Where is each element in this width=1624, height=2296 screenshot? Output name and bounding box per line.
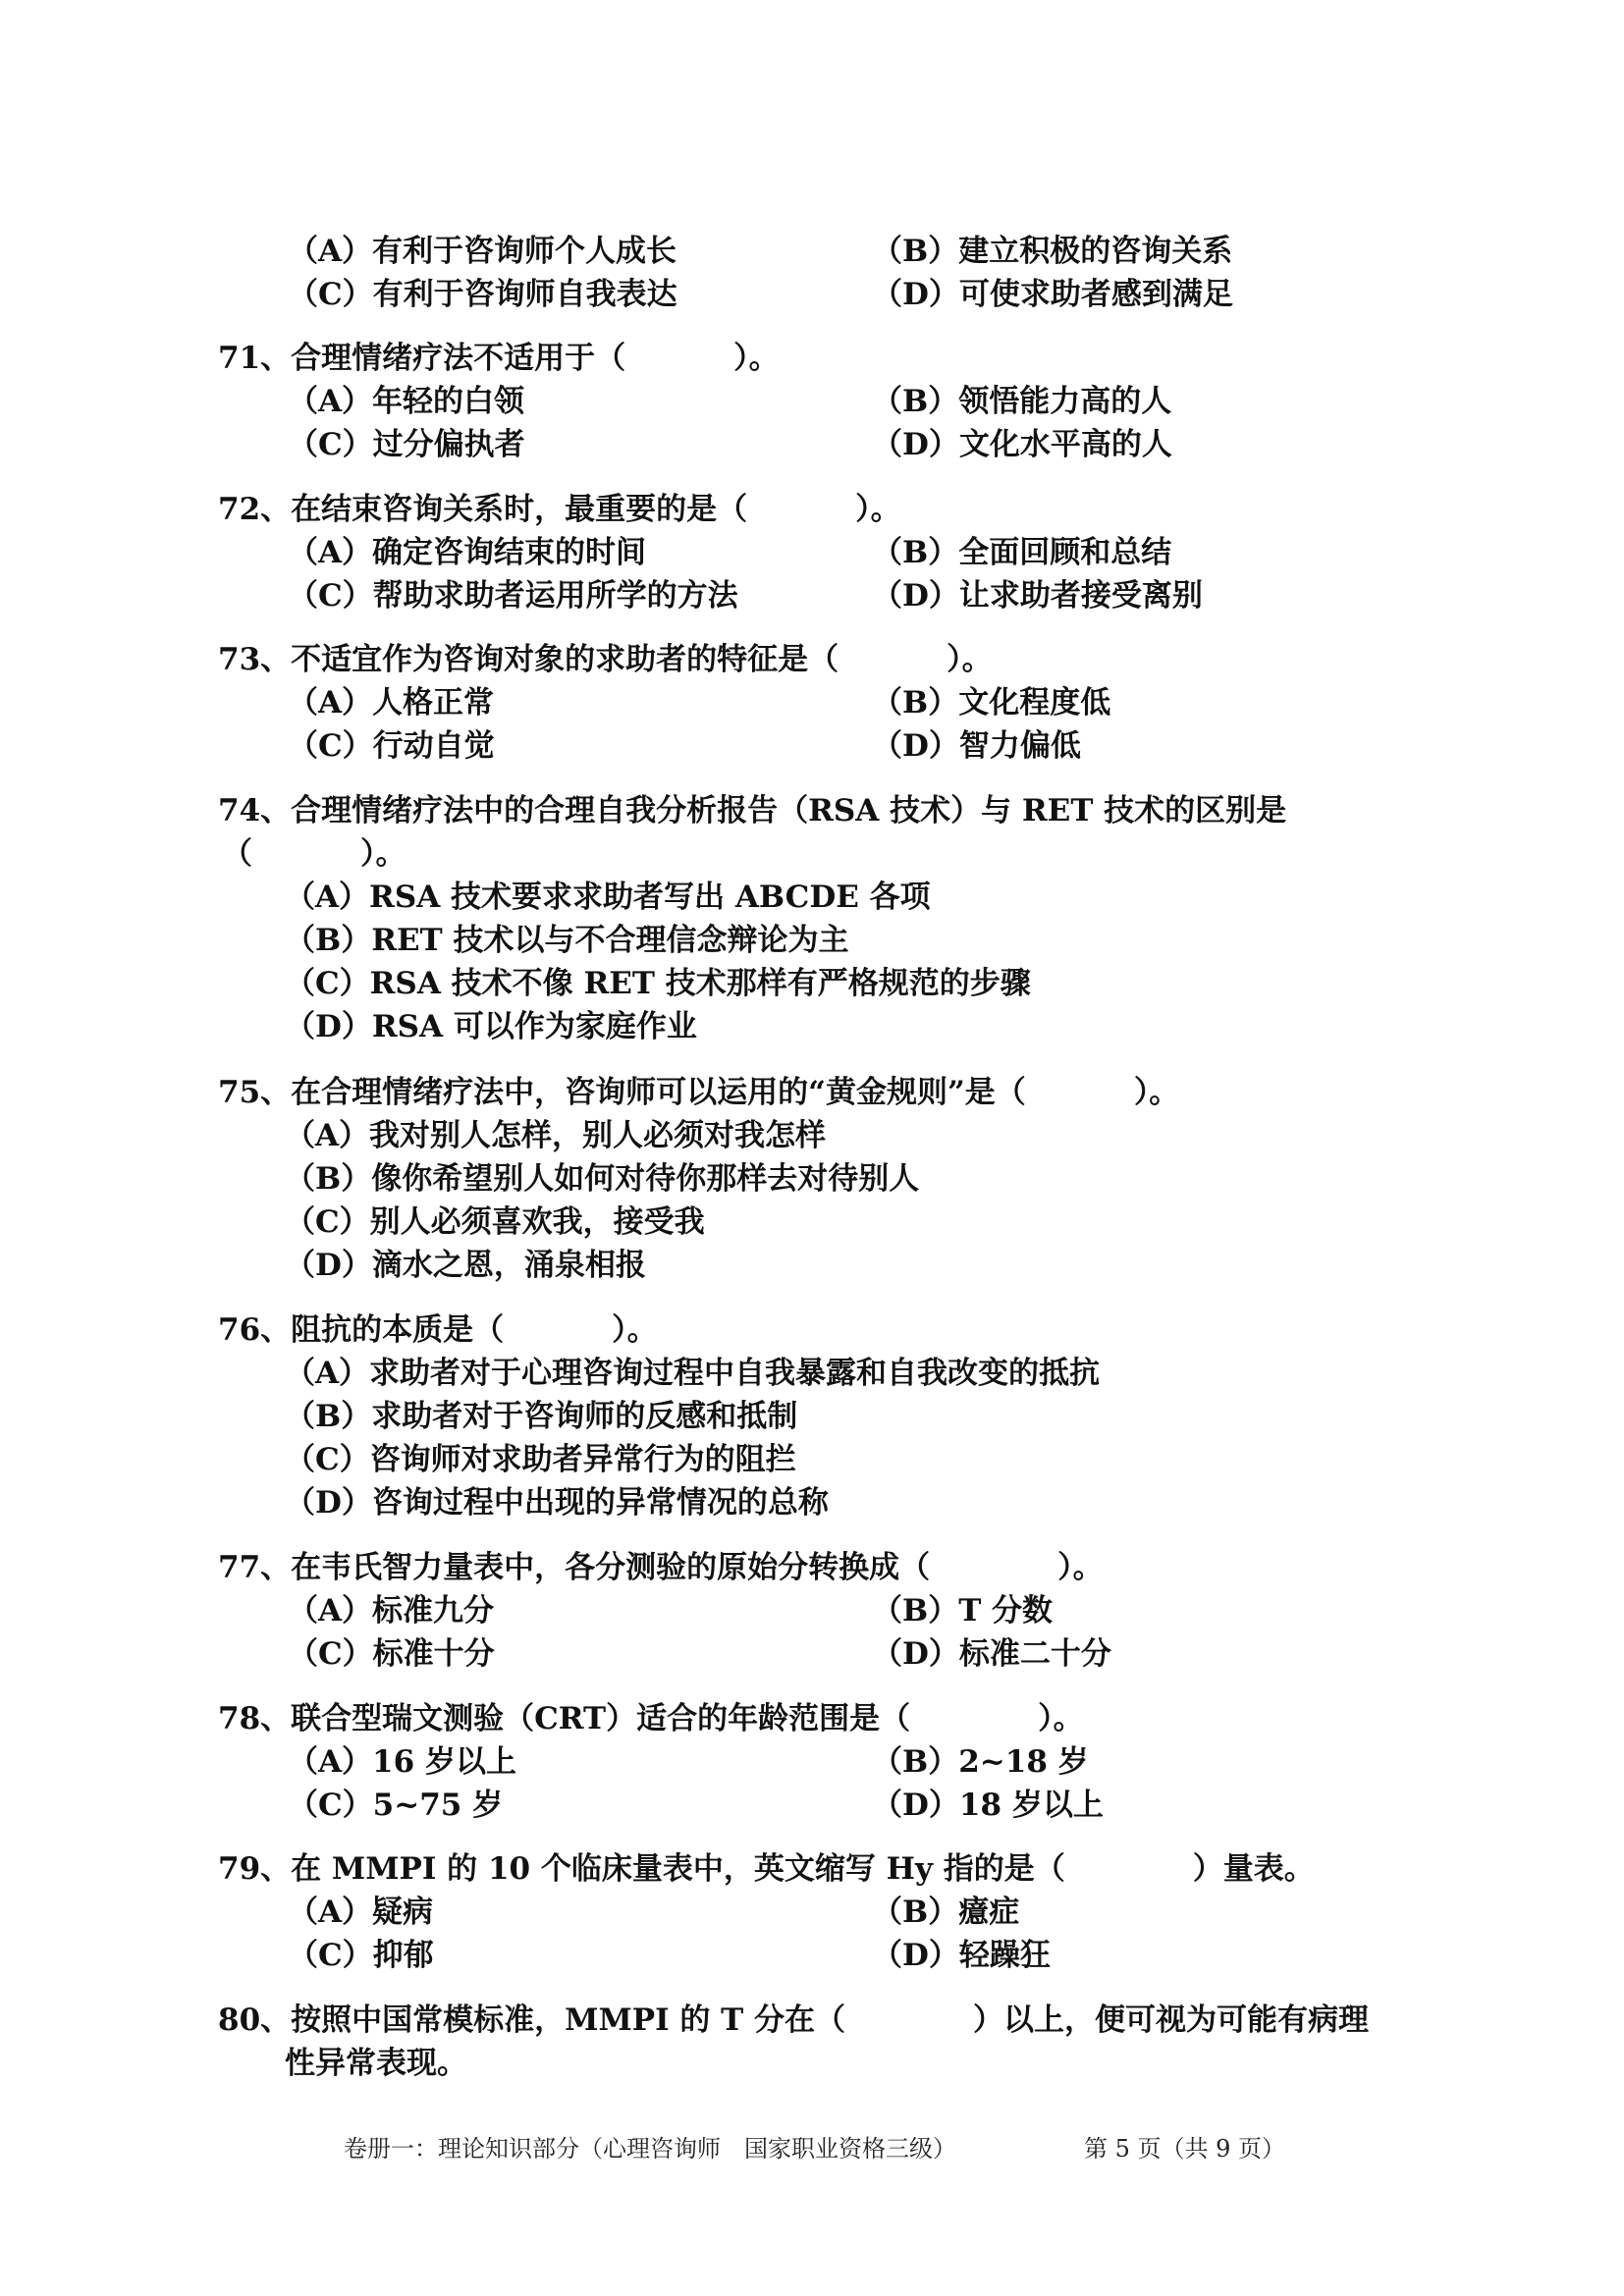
option-a: （A）年轻的白领 [288,384,525,419]
question-76-stem [218,1310,658,1350]
option-d: （D）18 岁以上 [872,1788,1104,1823]
question-74-stem: 74、合理情绪疗法中的合理自我分析报告（RSA 技术）与 RET 技术的区别是 [218,793,1287,828]
question-stem-end: ）。 [360,836,406,872]
question-stem-end: ）。 [947,642,993,677]
option-c: （C）过分偏执者 [288,427,525,462]
option-a: （A）确定咨询结束的时间 [288,535,647,570]
footer-volume-title: 卷册一：理论知识部分（心理咨询师 国家职业资格三级） [344,2135,956,2163]
footer-page-number: 第 5 页（共 9 页） [1084,2135,1286,2163]
option-a: （A）疑病 [288,1895,434,1930]
option-b: （B）RET 技术以与不合理信念辩论为主 [285,923,849,958]
option-b: （B）像你希望别人如何对待你那样去对待别人 [285,1161,920,1197]
question-stem-text: 76、阻抗的本质是（ [218,1312,505,1348]
prev-option-c: （C）有利于咨询师自我表达 [288,277,677,312]
question-stem-text: 78、联合型瑞文测验（CRT）适合的年龄范围是（ [218,1701,911,1736]
question-stem-end: ）。 [1133,1075,1180,1110]
prev-option-d: （D）可使求助者感到满足 [872,277,1233,312]
question-80-stem [218,2001,1369,2040]
question-stem-end: ）。 [855,492,901,527]
option-b: （B）T 分数 [872,1593,1054,1629]
prev-option-a: （A）有利于咨询师个人成长 [288,234,677,269]
question-stem-end: ）量表。 [1192,1851,1315,1887]
option-d: （D）智力偏低 [872,728,1081,764]
question-80-stem-line2: 性异常表现。 [285,2046,467,2081]
question-stem-end: ）。 [733,341,780,376]
question-stem-text: 72、在结束咨询关系时，最重要的是（ [218,492,748,527]
option-d: （D）滴水之恩，涌泉相报 [285,1248,646,1283]
question-stem-text: 75、在合理情绪疗法中，咨询师可以运用的“黄金规则”是（ [218,1075,1026,1110]
option-c: （C）咨询师对求助者异常行为的阻拦 [285,1442,796,1477]
option-b: （B）2~18 岁 [872,1744,1089,1780]
option-c: （C）别人必须喜欢我，接受我 [285,1204,705,1240]
option-a: （A）我对别人怎样，别人必须对我怎样 [285,1118,827,1153]
option-b: （B）全面回顾和总结 [872,535,1172,570]
question-78-stem [218,1699,1084,1738]
question-stem-text: （ [222,836,252,872]
question-stem-text: 79、在 MMPI 的 10 个临床量表中，英文缩写 Hy 指的是（ [218,1851,1065,1887]
question-77-stem [218,1548,1104,1587]
option-c: （C）RSA 技术不像 RET 技术那样有严格规范的步骤 [285,966,1031,1001]
question-79-stem [218,1849,1315,1889]
question-75-stem [218,1073,1179,1112]
option-b: （B）领悟能力高的人 [872,384,1172,419]
question-stem-end: ）。 [1038,1701,1084,1736]
option-d: （D）标准二十分 [872,1636,1111,1672]
question-stem-end: ）以上，便可视为可能有病理 [973,2002,1370,2038]
option-b: （B）癔症 [872,1895,1020,1930]
question-72-stem [218,490,901,529]
question-stem-text: 73、不适宜作为咨询对象的求助者的特征是（ [218,642,839,677]
option-a: （A）RSA 技术要求求助者写出 ABCDE 各项 [285,880,931,915]
question-74-stem-line2 [222,834,406,874]
option-a: （A）标准九分 [288,1593,495,1629]
question-stem-text: 77、在韦氏智力量表中，各分测验的原始分转换成（ [218,1550,931,1585]
option-d: （D）RSA 可以作为家庭作业 [285,1009,697,1044]
option-a: （A）人格正常 [288,685,495,721]
question-73-stem [218,640,993,679]
option-b: （B）求助者对于咨询师的反感和抵制 [285,1399,798,1434]
option-d: （D）文化水平高的人 [872,427,1172,462]
option-c: （C）标准十分 [288,1636,495,1672]
option-a: （A）求助者对于心理咨询过程中自我暴露和自我改变的抵抗 [285,1356,1101,1391]
option-c: （C）5~75 岁 [288,1788,504,1823]
option-d: （D）让求助者接受离别 [872,578,1203,614]
question-stem-text: 80、按照中国常模标准，MMPI 的 T 分在（ [218,2002,846,2038]
option-b: （B）文化程度低 [872,685,1111,721]
option-c: （C）帮助求助者运用所学的方法 [288,578,738,614]
question-stem-text: 71、合理情绪疗法不适用于（ [218,341,626,376]
question-71-stem [218,339,780,378]
prev-option-b: （B）建立积极的咨询关系 [872,234,1233,269]
question-stem-end: ）。 [1057,1550,1104,1585]
option-d: （D）咨询过程中出现的异常情况的总称 [285,1485,829,1521]
question-stem-end: ）。 [612,1312,658,1348]
option-d: （D）轻躁狂 [872,1938,1051,1973]
option-c: （C）抑郁 [288,1938,434,1973]
option-a: （A）16 岁以上 [288,1744,516,1780]
option-c: （C）行动自觉 [288,728,495,764]
